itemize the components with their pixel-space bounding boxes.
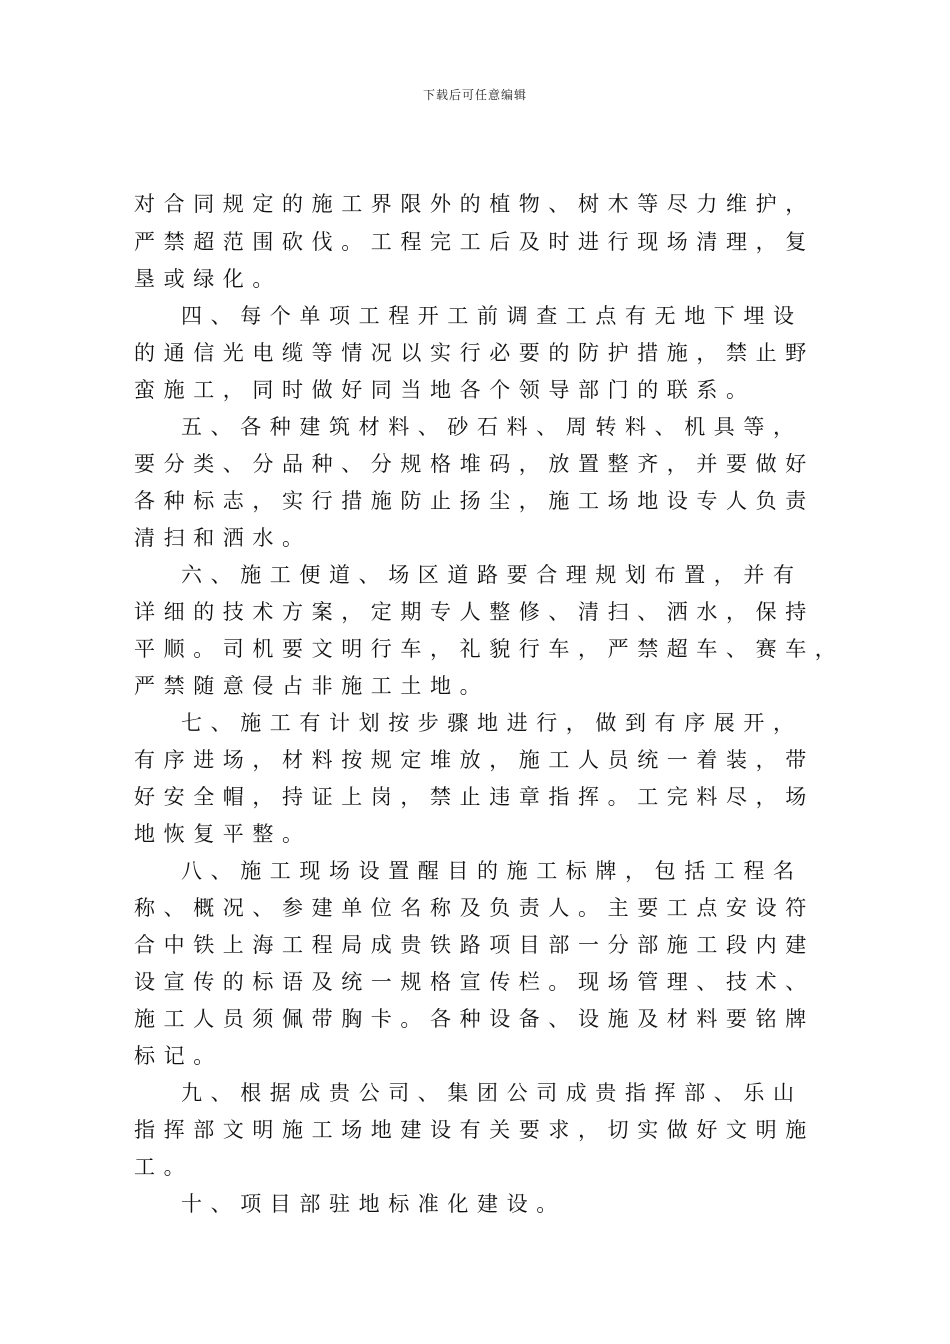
body-line: 合中铁上海工程局成贵铁路项目部一分部施工段内建	[134, 933, 815, 957]
body-line: 称、概况、参建单位名称及负责人。主要工点安设符	[134, 896, 815, 920]
paragraph-first-line: 六、施工便道、场区道路要合理规划布置，并有	[181, 563, 803, 587]
body-line: 对合同规定的施工界限外的植物、树木等尽力维护，	[134, 192, 815, 216]
paragraph-first-line: 七、施工有计划按步骤地进行，做到有序展开，	[181, 711, 803, 735]
body-line: 平顺。司机要文明行车，礼貌行车，严禁超车、赛车，	[134, 637, 845, 661]
paragraph-first-line: 九、根据成贵公司、集团公司成贵指挥部、乐山	[181, 1081, 803, 1105]
body-line: 蛮施工，同时做好同当地各个领导部门的联系。	[134, 378, 756, 402]
body-line: 施工人员须佩带胸卡。各种设备、设施及材料要铭牌	[134, 1007, 815, 1031]
page-header: 下载后可任意编辑	[422, 88, 527, 102]
body-line: 要分类、分品种、分规格堆码，放置整齐，并要做好	[134, 452, 815, 476]
paragraph-first-line: 八、施工现场设置醒目的施工标牌，包括工程名	[181, 859, 803, 883]
paragraph-first-line: 五、各种建筑材料、砂石料、周转料、机具等，	[181, 415, 803, 439]
body-line: 严禁随意侵占非施工土地。	[134, 674, 490, 698]
body-line: 垦或绿化。	[134, 267, 282, 291]
body-line: 好安全帽，持证上岗，禁止违章指挥。工完料尽，场	[134, 785, 815, 809]
body-line: 各种标志，实行措施防止扬尘，施工场地设专人负责	[134, 489, 815, 513]
body-line: 设宣传的标语及统一规格宣传栏。现场管理、技术、	[134, 970, 815, 994]
body-line: 清扫和洒水。	[134, 526, 312, 550]
body-line: 地恢复平整。	[134, 822, 312, 846]
body-line: 详细的技术方案，定期专人整修、清扫、洒水，保持	[134, 600, 815, 624]
body-line: 工。	[134, 1155, 194, 1179]
body-line: 指挥部文明施工场地建设有关要求，切实做好文明施	[134, 1118, 815, 1142]
body-line: 有序进场，材料按规定堆放，施工人员统一着装，带	[134, 748, 815, 772]
paragraph-first-line: 十、项目部驻地标准化建设。	[181, 1192, 566, 1216]
body-line: 的通信光电缆等情况以实行必要的防护措施，禁止野	[134, 341, 815, 365]
body-line: 标记。	[134, 1044, 223, 1068]
paragraph-first-line: 四、每个单项工程开工前调查工点有无地下埋设	[181, 304, 803, 328]
body-line: 严禁超范围砍伐。工程完工后及时进行现场清理，复	[134, 230, 815, 254]
